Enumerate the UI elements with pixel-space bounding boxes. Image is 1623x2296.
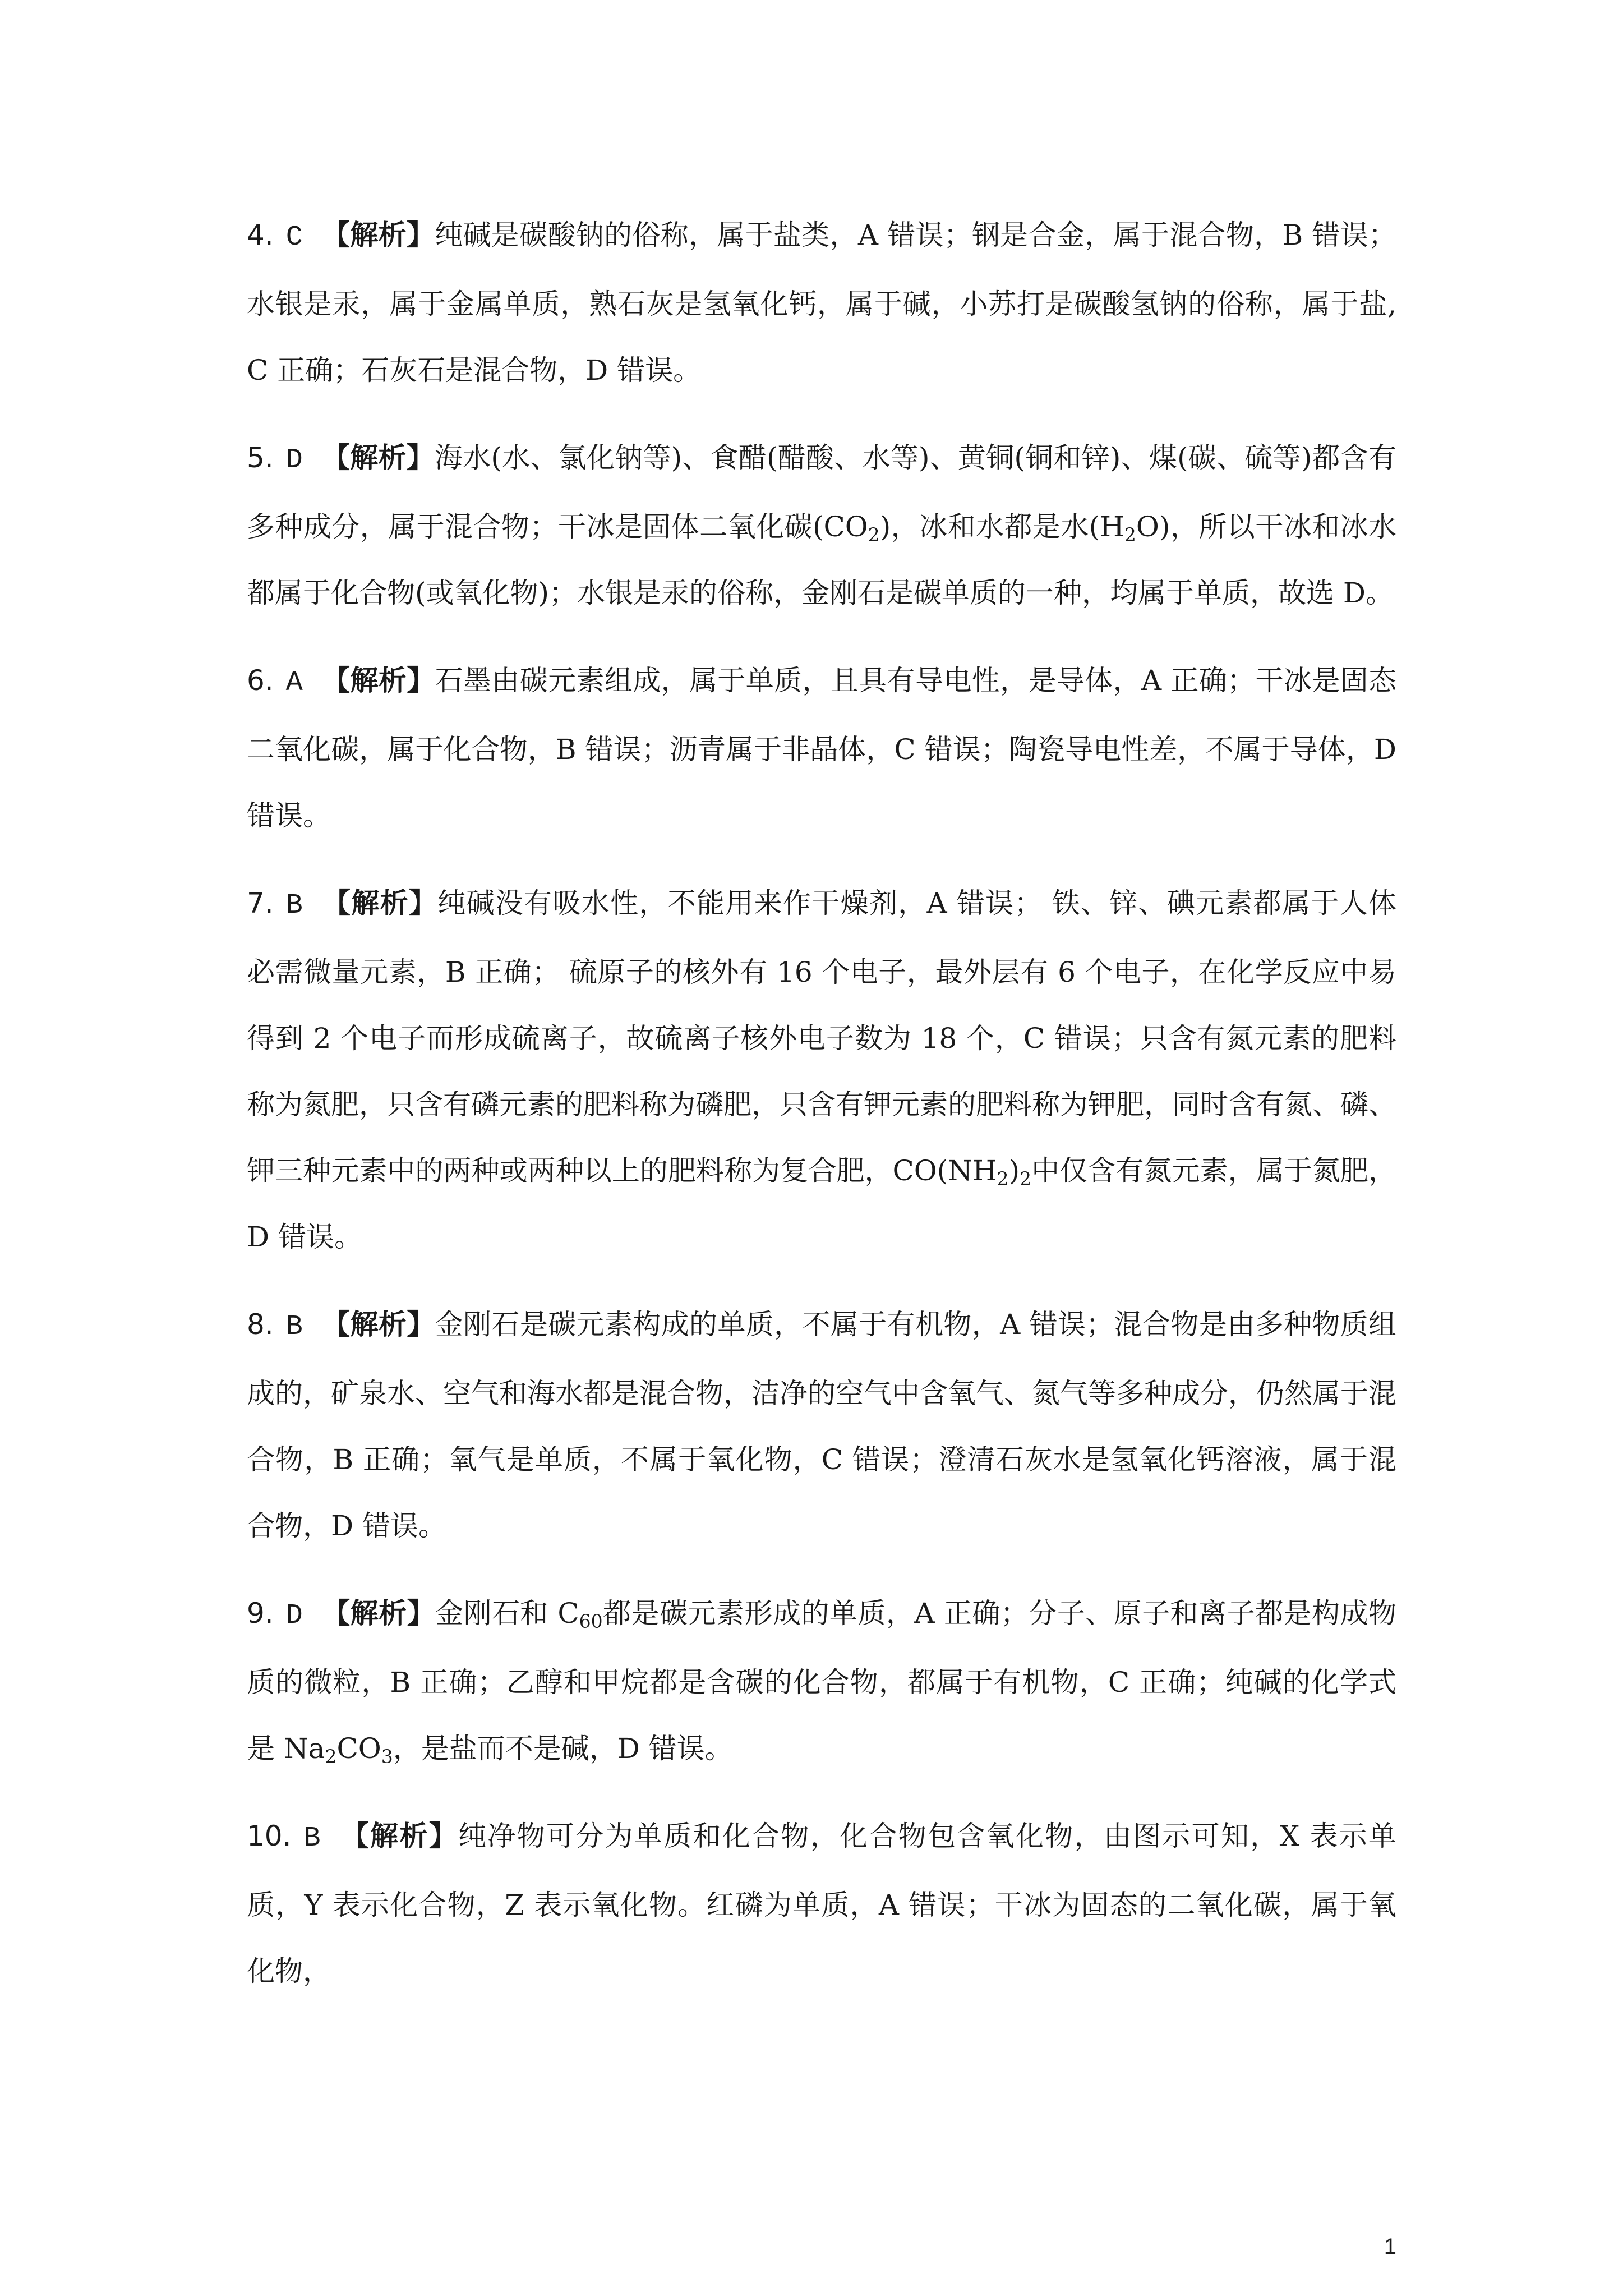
question-number: 6. bbox=[247, 664, 274, 697]
answer-letter: A bbox=[285, 667, 303, 699]
explanation-text: ，是盐而不是碱，D 错误。 bbox=[393, 1732, 733, 1765]
explanation-text: 中仅含有氮元素，属于氮肥，D 错误。 bbox=[247, 1154, 1396, 1253]
subscript: 3 bbox=[381, 1745, 393, 1768]
analysis-tag: 【解析】 bbox=[321, 1308, 435, 1341]
explanation-text: )，冰和水都是水(H bbox=[879, 510, 1124, 543]
explanation-text: 纯净物可分为单质和化合物，化合物包含氧化物，由图示可知，X 表示单质，Y 表示化合物，Z 表示氧化物。红磷为单质，A 错误；干冰为固态的二氧化碳，属于氧化物， bbox=[247, 1820, 1396, 1987]
question-number: 4. bbox=[247, 219, 274, 251]
subscript: 60 bbox=[579, 1610, 603, 1632]
question-number: 10. bbox=[247, 1820, 292, 1852]
explanation-text: CO bbox=[336, 1732, 381, 1765]
answer-item bbox=[247, 425, 1396, 626]
analysis-tag: 【解析】 bbox=[321, 218, 435, 251]
answer-item bbox=[247, 202, 1396, 403]
subscript: 2 bbox=[1124, 523, 1136, 546]
explanation-text: 纯碱是碳酸钠的俗称，属于盐类，A 错误；钢是合金，属于混合物，B 错误；水银是汞，属于金属单质，熟石灰是氢氧化钙，属于碱，小苏打是碳酸氢钠的俗称，属于盐,C 正确；石灰石是混合物，D 错误。 bbox=[247, 219, 1396, 386]
subscript: 2 bbox=[868, 523, 880, 546]
answer-item bbox=[247, 870, 1396, 1270]
question-number: 9. bbox=[247, 1597, 274, 1630]
answer-explanations bbox=[247, 202, 1396, 2026]
answer-letter: D bbox=[285, 1600, 303, 1632]
answer-item bbox=[247, 1580, 1396, 1782]
analysis-tag: 【解析】 bbox=[321, 886, 438, 919]
explanation-text: 纯碱没有吸水性，不能用来作干燥剂，A 错误； 铁、锌、碘元素都属于人体必需微量元素，B 正确； 硫原子的核外有 16 个电子，最外层有 6 个电子，在化学反应中易得到 2 个电子而形成硫离子，故硫离子核外电子数为 18 个，C 错误；只含有氮元素的肥料称为氮肥，只含有磷元素的肥料称为磷肥，只含有钾元素的肥料称为钾肥，同时含有氮、磷、钾三种元素中的两种或两种以上的肥料称为复合肥，CO(NH bbox=[247, 887, 1396, 1187]
answer-letter: B bbox=[303, 1823, 321, 1855]
answer-item bbox=[247, 1803, 1396, 2004]
explanation-text: O)，所以干冰和冰水都属于化合物(或氧化物)；水银是汞的俗称，金刚石是碳单质的一种，均属于单质，故选 D。 bbox=[247, 510, 1396, 609]
answer-letter: D bbox=[285, 444, 303, 476]
question-number: 5. bbox=[247, 441, 274, 474]
question-number: 7. bbox=[247, 887, 274, 919]
explanation-text: 金刚石和 C bbox=[435, 1597, 579, 1630]
subscript: 2 bbox=[325, 1745, 337, 1768]
explanation-text: 海水(水、氯化钠等)、食醋(醋酸、水等)、黄铜(铜和锌)、煤(碳、硫等)都含有多种成分，属于混合物；干冰是固体二氧化碳(CO bbox=[247, 441, 1396, 543]
analysis-tag: 【解析】 bbox=[321, 664, 435, 697]
question-number: 8. bbox=[247, 1308, 274, 1341]
analysis-tag: 【解析】 bbox=[321, 441, 435, 474]
explanation-text: ) bbox=[1008, 1154, 1020, 1187]
answer-item bbox=[247, 1291, 1396, 1559]
answer-item bbox=[247, 647, 1396, 849]
explanation-text: 金刚石是碳元素构成的单质，不属于有机物，A 错误；混合物是由多种物质组成的，矿泉水、空气和海水都是混合物，洁净的空气中含氧气、氮气等多种成分，仍然属于混合物，B 正确；氧气是单质，不属于氧化物，C 错误；澄清石灰水是氢氧化钙溶液，属于混合物，D 错误。 bbox=[247, 1308, 1396, 1542]
analysis-tag: 【解析】 bbox=[339, 1819, 459, 1852]
subscript: 2 bbox=[1020, 1167, 1032, 1190]
explanation-text: 都是碳元素形成的单质，A 正确；分子、原子和离子都是构成物质的微粒，B 正确；乙醇和甲烷都是含碳的化合物，都属于有机物，C 正确；纯碱的化学式是 Na bbox=[247, 1597, 1396, 1765]
explanation-text: 石墨由碳元素组成，属于单质，且具有导电性，是导体，A 正确；干冰是固态二氧化碳，属于化合物，B 错误；沥青属于非晶体，C 错误；陶瓷导电性差，不属于导体，D 错误。 bbox=[247, 664, 1396, 832]
answer-letter: B bbox=[285, 1311, 303, 1343]
answer-letter: B bbox=[285, 890, 303, 922]
subscript: 2 bbox=[997, 1167, 1009, 1190]
analysis-tag: 【解析】 bbox=[321, 1596, 436, 1630]
page-number: 1 bbox=[1384, 2234, 1396, 2259]
answer-letter: C bbox=[285, 222, 303, 254]
